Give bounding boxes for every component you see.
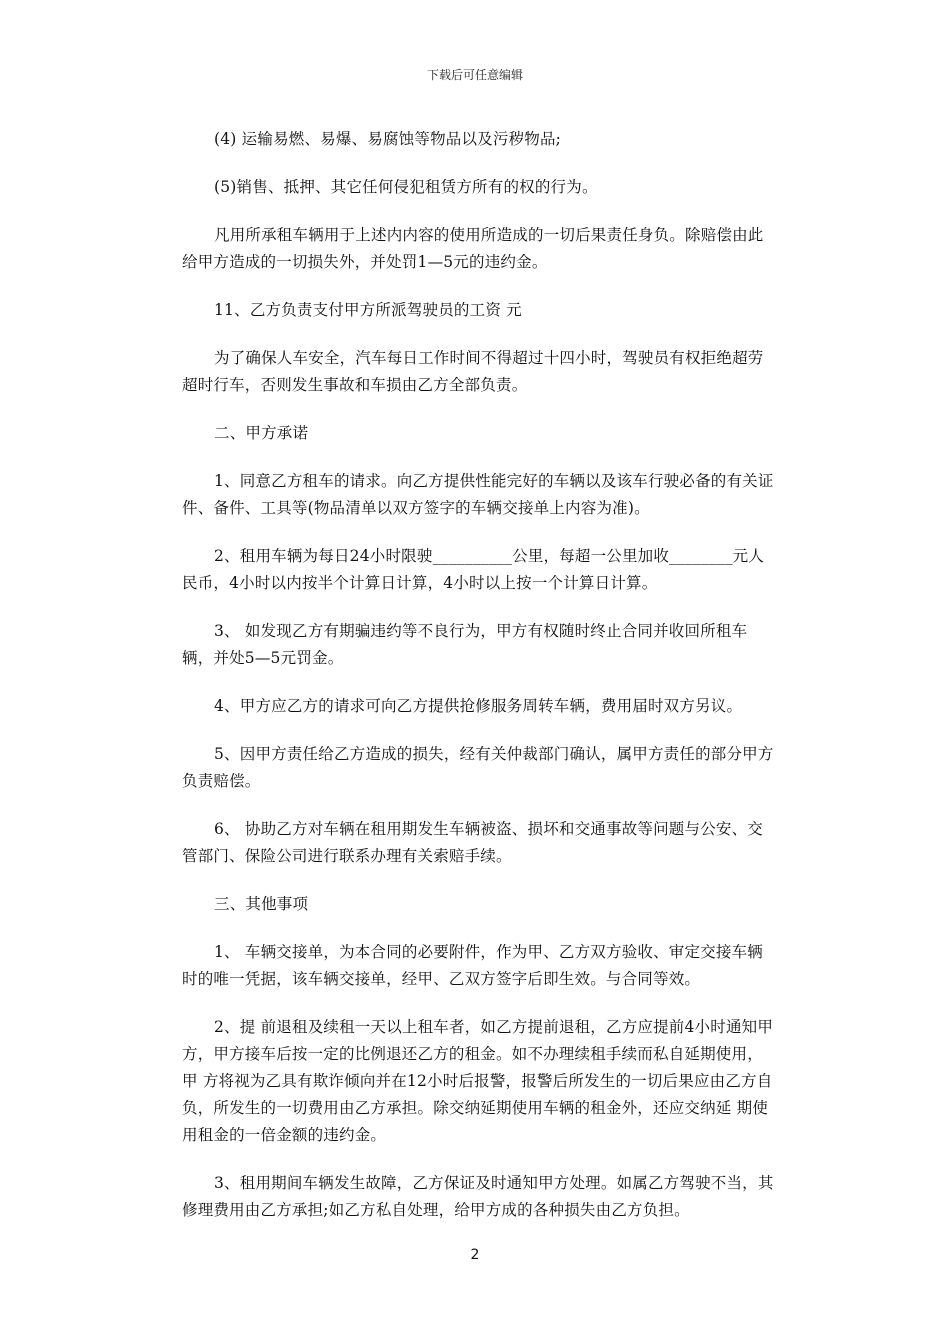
page-header: 下载后可任意编辑	[426, 68, 523, 82]
paragraph: (4) 运输易燃、易爆、易腐蚀等物品以及污秽物品;	[214, 130, 562, 148]
paragraph: 5、因甲方责任给乙方造成的损失，经有关仲裁部门确认，属甲方责任的部分甲方负责赔偿。	[182, 745, 774, 790]
paragraph: 凡用所承租车辆用于上述内内容的使用所造成的一切后果责任身负。除赔偿由此给甲方造成的一切损失外，并处罚1—5元的违约金。	[182, 226, 764, 271]
paragraph: 2、租用车辆为每日24小时限驶__________公里，每超一公里加收________元人民币，4小时以内按半个计算日计算，4小时以上按一个计算日计算。	[182, 547, 765, 592]
paragraph: 4、甲方应乙方的请求可向乙方提供抢修服务周转车辆，费用届时双方另议。	[214, 697, 743, 715]
paragraph: 1、 车辆交接单，为本合同的必要附件，作为甲、乙方双方验收、审定交接车辆时的唯一凭据，该车辆交接单，经甲、乙双方签字后即生效。与合同等效。	[182, 943, 763, 988]
paragraph: 1、同意乙方租车的请求。向乙方提供性能完好的车辆以及该车行驶必备的有关证件、备件、工具等(物品清单以双方签字的车辆交接单上内容为准)。	[182, 472, 774, 517]
paragraph: (5)销售、抵押、其它任何侵犯租赁方所有的权的行为。	[214, 178, 598, 196]
page-number: 2	[470, 1247, 480, 1263]
paragraph: 6、 协助乙方对车辆在租用期发生车辆被盗、损坏和交通事故等问题与公安、交管部门、保险公司进行联系办理有关索赔手续。	[182, 820, 763, 865]
section-heading: 三、其他事项	[214, 895, 309, 913]
paragraph: 2、提 前退租及续租一天以上租车者，如乙方提前退租，乙方应提前4小时通知甲方，甲方接车后按一定的比例退还乙方的租金。如不办理续租手续而私自延期使用，甲 方将视为乙具有欺诈倾向并在12小时后报警，报警后所发生的一切后果应由乙方自负，所发生的一切费用由乙方承担。除交纳延期使用车辆的租金外，还应交纳延 期使用租金的一倍金额的违约金。	[182, 1018, 774, 1144]
paragraph: 3、 如发现乙方有期骗违约等不良行为，甲方有权随时终止合同并收回所租车辆，并处5—5元罚金。	[182, 622, 748, 667]
paragraph: 3、租用期间车辆发生故障，乙方保证及时通知甲方处理。如属乙方驾驶不当，其修理费用由乙方承担;如乙方私自处理，给甲方成的各种损失由乙方负担。	[182, 1174, 774, 1219]
paragraph: 为了确保人车安全，汽车每日工作时间不得超过十四小时，驾驶员有权拒绝超劳超时行车，否则发生事故和车损由乙方全部负责。	[182, 349, 764, 394]
document-body	[182, 126, 774, 1224]
paragraph: 11、乙方负责支付甲方所派驾驶员的工资 元	[214, 301, 522, 319]
section-heading: 二、甲方承诺	[214, 424, 309, 442]
